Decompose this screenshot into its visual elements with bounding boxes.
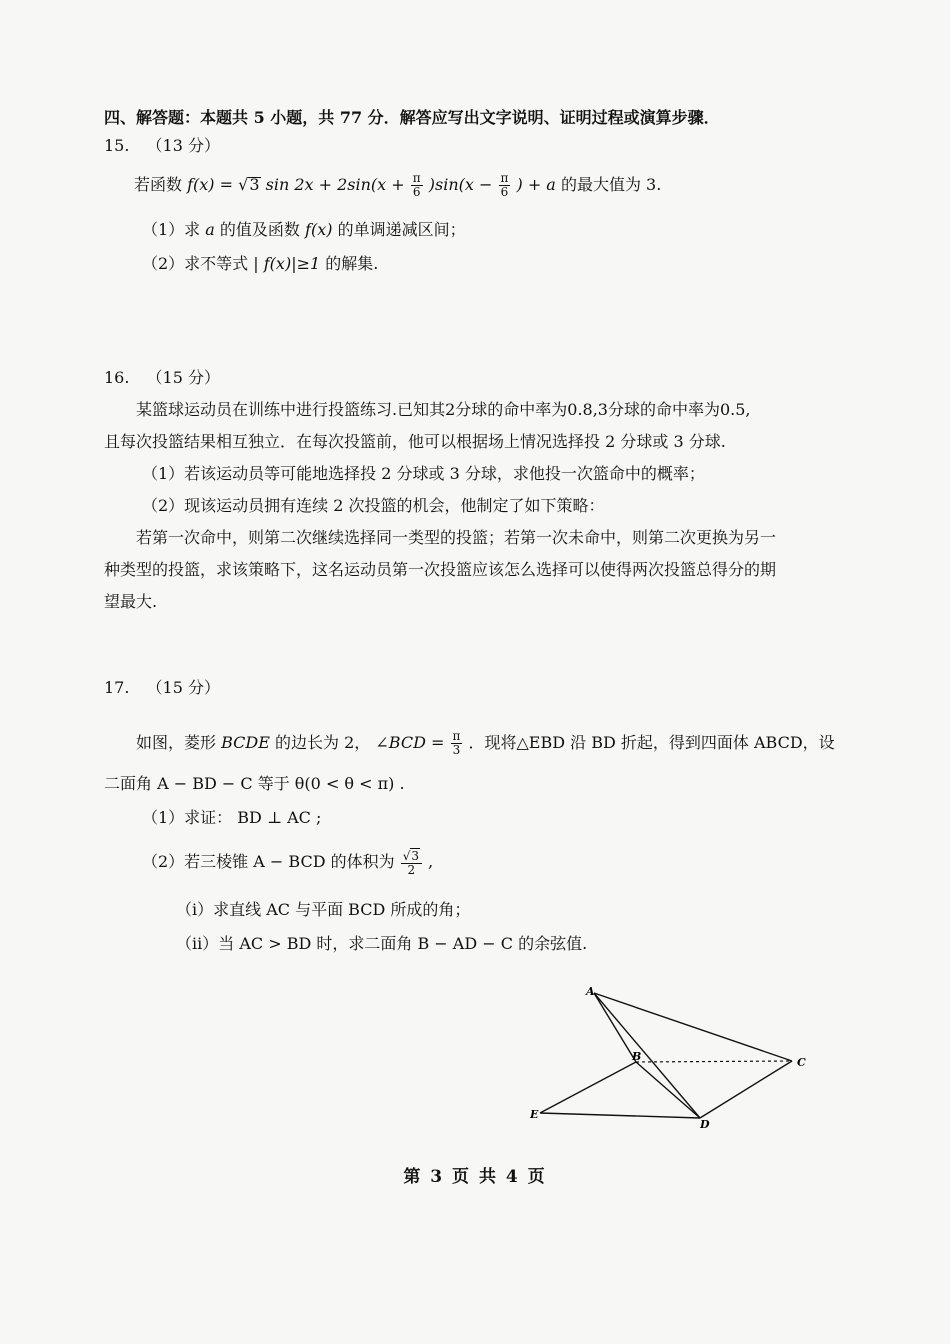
q16-para2-line1: 若第一次命中，则第二次继续选择同一类型的投篮；若第一次未命中，则第二次更换为另一 xyxy=(136,528,777,547)
q15-frac-2-num: π xyxy=(500,171,509,185)
q17-frac-volume-num: √3 xyxy=(401,848,422,864)
q17-sub2 xyxy=(142,848,433,877)
q15-stem-part3: ) + a xyxy=(516,175,556,194)
q15-frac-1-den: 6 xyxy=(412,185,421,199)
q15-stem-f: f(x) xyxy=(187,175,215,194)
q15-frac-2-den: 6 xyxy=(500,185,509,199)
q17-header xyxy=(104,676,220,700)
q15-sub2-expr: | f(x)|≥1 xyxy=(253,254,321,273)
q15-stem: 若函数 f(x) = √3 sin 2x + 2sin(x + $\frac{\pi}{6}$ )sin(x − $\frac{\pi}{6}$ ) + a 的最大值为 3. xyxy=(134,171,662,199)
q15-sub1 xyxy=(142,218,466,242)
label-c: C xyxy=(797,1056,806,1069)
q17-line1-mid: 的边长为 2， xyxy=(275,733,371,752)
q17-frac-volume xyxy=(401,848,422,877)
q16-para2-line3: 望最大. xyxy=(104,592,158,611)
edge-cd xyxy=(700,1061,792,1118)
q15-stem-pre: 若函数 xyxy=(134,175,183,194)
q17-score: （15 分） xyxy=(146,678,220,697)
q15-sub1-a: a xyxy=(205,220,215,239)
section-heading: 四、解答题：本题共 5 小题，共 77 分．解答应写出文字说明、证明过程或演算步骤． xyxy=(104,108,720,127)
q16-score: （15 分） xyxy=(146,368,220,387)
q15-sub1-lead: （1）求 xyxy=(142,220,201,239)
label-e: E xyxy=(530,1108,539,1121)
q15-stem-part1: sin 2x + 2sin(x + xyxy=(265,175,405,194)
q16-para1-line2: 且每次投篮结果相互独立．在每次投篮前，他可以根据场上情况选择投 2 分球或 3 分球. xyxy=(104,432,726,451)
q15-sub2-lead: （2）求不等式 xyxy=(142,254,249,273)
q15-frac-1 xyxy=(411,172,423,199)
q17-frac-pi3-den: 3 xyxy=(452,743,461,757)
q17-sub2-pre: （2）若三棱锥 A − BCD 的体积为 xyxy=(142,852,395,871)
edge-bd xyxy=(636,1062,700,1118)
q17-number: 17. xyxy=(104,678,130,697)
q17-line2: 二面角 A − BD − C 等于 θ(0 < θ < π) . xyxy=(104,774,405,793)
q16-para2-line2: 种类型的投篮，求该策略下，这名运动员第一次投篮应该怎么选择可以使得两次投篮总得分的期 xyxy=(104,560,777,579)
q15-stem-sqrt: 3 xyxy=(249,175,260,194)
q17-line1 xyxy=(136,730,835,757)
q17-frac-volume-sqrt: 3 xyxy=(411,849,420,863)
q17-line1-angle: ∠BCD = xyxy=(375,733,445,752)
edge-bc-hidden xyxy=(636,1061,792,1062)
q17-frac-pi3-num: π xyxy=(452,729,461,743)
q15-score: （13 分） xyxy=(146,136,220,155)
label-b: B xyxy=(632,1050,642,1063)
label-a: A xyxy=(586,985,595,998)
q17-line1-bcde: BCDE xyxy=(221,733,270,752)
q15-stem-part2: )sin(x − xyxy=(428,175,493,194)
q17-frac-volume-den: 2 xyxy=(407,863,416,877)
q17-sub1: （1）求证： BD ⊥ AC ; xyxy=(142,808,322,827)
tetrahedron-figure xyxy=(520,980,820,1130)
q15-frac-2 xyxy=(499,172,511,199)
q17-line1-post: ．现将△EBD 沿 BD 折起，得到四面体 ABCD，设 xyxy=(468,733,835,752)
q15-sub2 xyxy=(142,252,378,276)
q16-sub1: （1）若该运动员等可能地选择投 2 分球或 3 分球，求他投一次篮命中的概率； xyxy=(142,464,705,483)
q15-number: 15. xyxy=(104,136,130,155)
q17-sub2ii: （ii）当 AC > BD 时，求二面角 B − AD − C 的余弦值. xyxy=(176,934,588,953)
q15-stem-eq: = xyxy=(219,175,234,194)
q16-sub2: （2）现该运动员拥有连续 2 次投篮的机会，他制定了如下策略： xyxy=(142,496,605,515)
page-footer: 第 3 页 共 4 页 xyxy=(403,1167,547,1187)
q15-sub1-tail: 的单调递减区间； xyxy=(337,220,466,239)
q16-header xyxy=(104,366,220,390)
q15-sub2-tail: 的解集. xyxy=(325,254,379,273)
q17-line1-pre: 如图，菱形 xyxy=(136,733,217,752)
q15-sub1-f: f(x) xyxy=(305,220,333,239)
q16-para1-line1: 某篮球运动员在训练中进行投篮练习.已知其2分球的命中率为0.8,3分球的命中率为0.5, xyxy=(136,400,751,419)
label-d: D xyxy=(700,1118,710,1130)
q17-frac-pi3 xyxy=(451,730,463,757)
q15-stem-post: 的最大值为 3. xyxy=(560,175,662,194)
q15-header xyxy=(104,134,220,158)
edge-eb xyxy=(540,1062,636,1113)
q16-number: 16. xyxy=(104,368,130,387)
q15-frac-1-num: π xyxy=(412,171,421,185)
edge-ab xyxy=(594,993,636,1062)
q17-sub2i: （i）求直线 AC 与平面 BCD 所成的角； xyxy=(176,900,471,919)
q17-sub2-post: , xyxy=(428,852,434,871)
q15-sub1-mid: 的值及函数 xyxy=(219,220,300,239)
edge-ed xyxy=(540,1113,700,1118)
